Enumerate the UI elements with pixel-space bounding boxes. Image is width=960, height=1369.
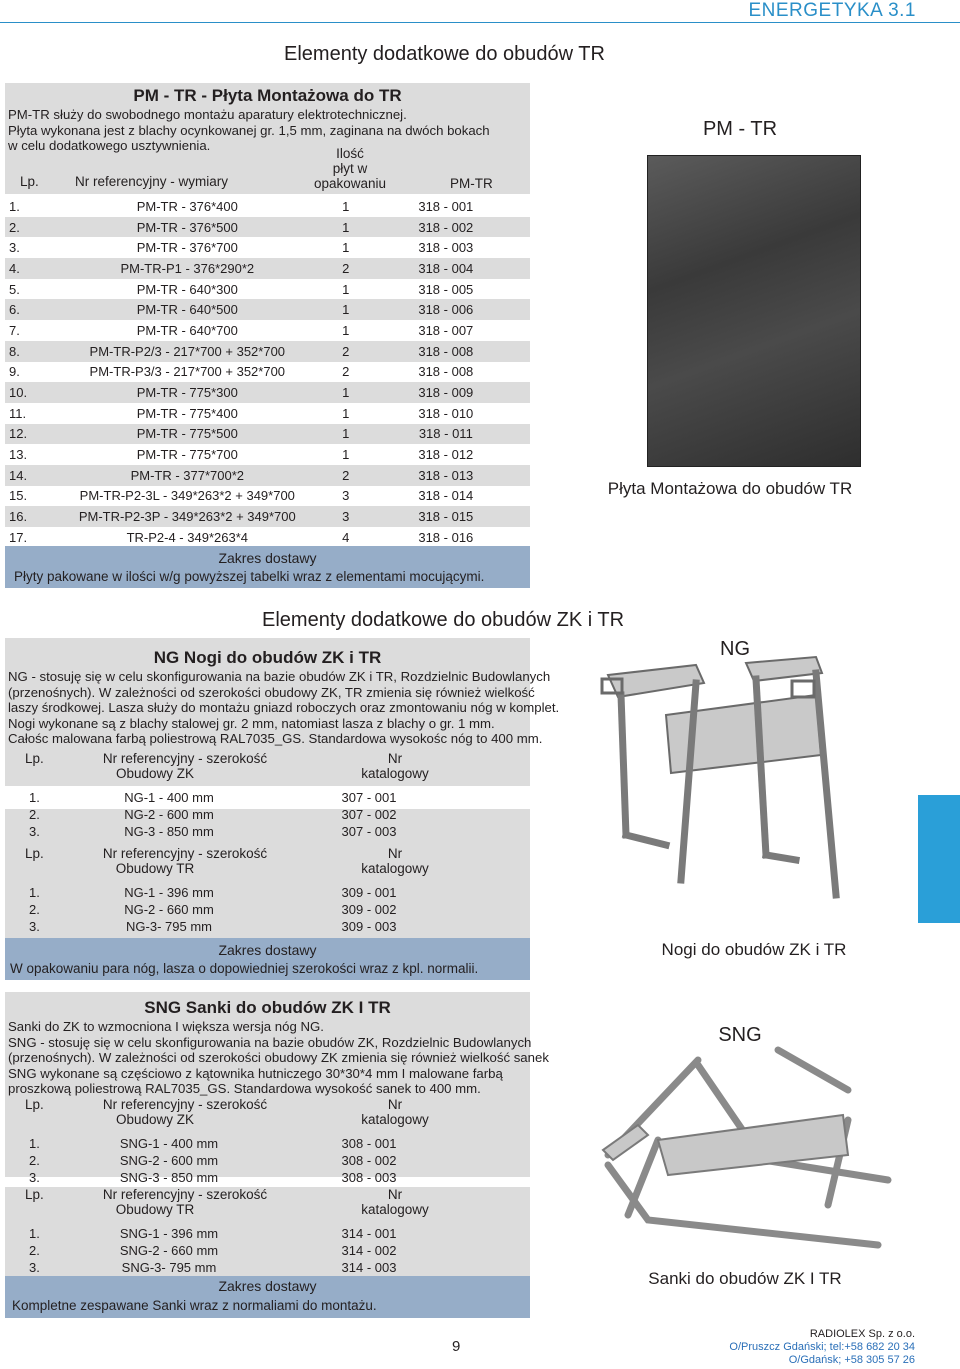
row-code: 314 - 001 — [341, 1226, 397, 1241]
row-qty: 1 — [342, 240, 350, 256]
row-qty: 1 — [342, 447, 350, 463]
table-row — [5, 465, 530, 486]
row-code: 318 - 002 — [418, 219, 474, 235]
table-header — [5, 846, 530, 884]
row-ref: SNG-3- 795 mm — [121, 1260, 217, 1275]
th-ref-line: Obudowy TR — [115, 861, 195, 876]
table-row — [5, 1259, 530, 1276]
row-qty: 1 — [342, 198, 350, 214]
th-ref — [45, 1097, 325, 1135]
sng-delivery-text: Kompletne zespawane Sanki wraz z normaliami do montażu. — [12, 1298, 377, 1313]
sng-table-tr — [5, 1187, 530, 1276]
desc-line: proszkową poliestrową RAL7035_GS. Standardowa wysokość sanek to 400 mm. — [8, 1081, 481, 1097]
row-lp: 2. — [29, 902, 40, 917]
side-tab — [918, 795, 960, 923]
ng-table-zk — [5, 751, 530, 840]
row-lp: 9. — [9, 364, 20, 380]
row-lp: 2. — [29, 807, 40, 822]
section1-title: Elementy dodatkowe do obudów TR — [284, 43, 605, 65]
th-code-line: katalogowy — [361, 1112, 429, 1127]
pmtr-image-caption: Płyta Montażowa do obudów TR — [607, 479, 853, 498]
ng-description — [8, 669, 559, 747]
table-row — [5, 1242, 530, 1259]
row-lp: 1. — [29, 885, 40, 900]
table-row — [5, 527, 530, 548]
row-ref: NG-2 - 660 mm — [124, 902, 214, 917]
desc-line: SNG - stosuję się w celu skonfigurowania na bazie obudów ZK, Rozdzielnic Budowlanych — [8, 1034, 532, 1050]
th-code-line: Nr — [387, 1187, 403, 1202]
row-qty: 2 — [342, 364, 350, 380]
row-lp: 1. — [29, 1136, 40, 1151]
table-row — [5, 237, 530, 258]
th-code-line: Nr — [387, 846, 403, 861]
row-ref: SNG-1 - 400 mm — [119, 1136, 219, 1151]
row-lp: 3. — [29, 1260, 40, 1275]
company-address: O/Gdańsk; +58 305 57 26 — [788, 1354, 915, 1366]
th-ref-line: Obudowy ZK — [115, 1112, 195, 1127]
th-lp: Lp. — [25, 1187, 44, 1202]
pmtr-delivery-text: Płyty pakowane w ilości w/g powyższej tabelki wraz z elementami mocującymi. — [14, 569, 485, 584]
row-code: 318 - 008 — [418, 364, 474, 380]
row-code: 309 - 002 — [341, 902, 397, 917]
row-ref: PM-TR-P2/3 - 217*700 + 352*700 — [89, 343, 286, 359]
row-lp: 4. — [9, 260, 20, 276]
row-code: 318 - 009 — [418, 385, 474, 401]
sng-table-zk — [5, 1097, 530, 1186]
th-ref-line: Nr referencyjny - szerokość — [102, 846, 268, 861]
row-ref: PM-TR - 640*700 — [136, 322, 238, 338]
row-ref: SNG-2 - 660 mm — [119, 1243, 219, 1258]
row-lp: 1. — [29, 1226, 40, 1241]
th-lp: Lp. — [25, 751, 44, 766]
row-lp: 2. — [29, 1243, 40, 1258]
desc-line: (przenośnych). W zależności od szerokości obudowy ZK, TR zmienia się również wielkość — [8, 684, 535, 700]
row-code: 314 - 002 — [341, 1243, 397, 1258]
sng-image-caption: Sanki do obudów ZK I TR — [648, 1269, 842, 1288]
desc-line: Płyta wykonana jest z blachy ocynkowanej gr. 1,5 mm, zaginana na dwóch bokach — [8, 122, 490, 138]
th-qty-line: opakowaniu — [313, 176, 387, 191]
header-rule — [0, 22, 960, 23]
desc-line: PM-TR służy do swobodnego montażu aparatury elektrotechnicznej. — [8, 107, 407, 122]
th-qty — [300, 146, 400, 191]
brand-header: ENERGETYKA 3.1 — [748, 0, 916, 21]
row-ref: PM-TR-P3/3 - 217*700 + 352*700 — [89, 364, 286, 380]
sng-description — [8, 1019, 549, 1097]
row-qty: 2 — [342, 343, 350, 359]
row-code: 309 - 003 — [341, 919, 397, 934]
row-lp: 12. — [9, 426, 28, 442]
row-ref: PM-TR - 775*300 — [136, 385, 238, 401]
ng-delivery-title: Zakres dostawy — [218, 942, 317, 958]
th-ref: Nr referencyjny - wymiary — [75, 174, 229, 189]
row-code: 318 - 004 — [418, 260, 474, 276]
row-lp: 3. — [29, 824, 40, 839]
desc-line: NG - stosuję się w celu skonfigurowania na bazie obudów ZK i TR, Rozdzielnic Budowlanych — [8, 669, 551, 684]
row-ref: SNG-2 - 600 mm — [119, 1153, 219, 1168]
th-ref — [45, 751, 325, 789]
row-lp: 3. — [29, 919, 40, 934]
row-ref: NG-3 - 850 mm — [124, 824, 214, 839]
table-row — [5, 1169, 530, 1186]
row-code: 318 - 015 — [418, 509, 474, 525]
company-name: RADIOLEX Sp. z o.o. — [809, 1328, 915, 1340]
th-code-line: katalogowy — [361, 861, 429, 876]
pmtr-image-label: PM - TR — [702, 118, 778, 140]
row-ref: NG-3- 795 mm — [126, 919, 212, 934]
row-qty: 1 — [342, 426, 350, 442]
th-ref — [45, 1187, 325, 1225]
th-code-line: katalogowy — [361, 766, 429, 781]
mounting-plate-photo — [647, 155, 861, 467]
th-lp: Lp. — [25, 846, 44, 861]
ng-box-title: NG Nogi do obudów ZK i TR — [153, 648, 382, 667]
table-header — [5, 1187, 530, 1225]
row-lp: 8. — [9, 343, 20, 359]
row-ref: NG-1 - 396 mm — [124, 885, 214, 900]
table-row — [5, 806, 530, 823]
th-ref-line: Obudowy TR — [115, 1202, 195, 1217]
th-ref-line: Nr referencyjny - szerokość — [102, 751, 268, 766]
row-qty: 1 — [342, 219, 350, 235]
desc-line: Sanki do ZK to wzmocniona I większa wersja nóg NG. — [8, 1019, 324, 1034]
desc-line: w celu dodatkowego usztywnienia. — [8, 138, 211, 154]
table-header — [5, 751, 530, 789]
th-code — [325, 1187, 465, 1225]
th-code — [325, 751, 465, 789]
row-lp: 6. — [9, 302, 20, 318]
table-row — [5, 279, 530, 300]
row-code: 308 - 001 — [341, 1136, 397, 1151]
table-row — [5, 382, 530, 403]
th-code — [325, 846, 465, 884]
desc-line: Całośc malowana farbą poliestrową RAL7035_GS. Standardowa wysokośc nóg to 400 mm. — [8, 731, 543, 747]
row-qty: 3 — [342, 488, 350, 504]
row-ref: PM-TR - 775*500 — [136, 426, 238, 442]
table-row — [5, 403, 530, 424]
row-ref: PM-TR-P2-3P - 349*263*2 + 349*700 — [78, 509, 296, 525]
row-ref: PM-TR - 377*700*2 — [130, 467, 245, 483]
ng-image-caption: Nogi do obudów ZK i TR — [661, 940, 847, 959]
table-row — [5, 341, 530, 362]
row-lp: 3. — [9, 240, 20, 256]
row-code: 318 - 001 — [418, 198, 474, 214]
row-lp: 2. — [29, 1153, 40, 1168]
row-code: 309 - 001 — [341, 885, 397, 900]
desc-line: Nogi wykonane są z blachy stalowej gr. 2 mm, natomiast lasza z blachy o gr. 1 mm. — [8, 715, 495, 731]
row-code: 318 - 016 — [418, 529, 474, 545]
row-ref: PM-TR-P2-3L - 349*263*2 + 349*700 — [79, 488, 295, 504]
row-code: 307 - 001 — [341, 790, 397, 805]
th-code-line: katalogowy — [361, 1202, 429, 1217]
desc-line: laszy środkowej. Lasza służy do montażu gniazd roboczych oraz zmontowaniu nóg w komplet. — [8, 700, 560, 716]
desc-line: SNG wykonane są częściowo z kątownika hutniczego 30*30*4 mm I malowane farbą — [8, 1065, 503, 1081]
row-code: 318 - 013 — [418, 467, 474, 483]
row-ref: PM-TR - 640*500 — [136, 302, 238, 318]
row-code: 307 - 002 — [341, 807, 397, 822]
sng-image-label: SNG — [718, 1024, 762, 1046]
th-code-line: Nr — [387, 1097, 403, 1112]
page-number: 9 — [452, 1338, 461, 1355]
row-qty: 2 — [342, 260, 350, 276]
pmtr-table — [5, 196, 530, 548]
row-lp: 10. — [9, 385, 28, 401]
th-ref — [45, 846, 325, 884]
row-qty: 2 — [342, 467, 350, 483]
table-row — [5, 901, 530, 918]
table-row — [5, 444, 530, 465]
row-lp: 5. — [9, 281, 20, 297]
pmtr-description — [8, 107, 490, 154]
table-row — [5, 789, 530, 806]
row-lp: 13. — [9, 447, 28, 463]
th-code: PM-TR — [450, 176, 493, 191]
row-lp: 11. — [9, 405, 27, 421]
row-code: 308 - 002 — [341, 1153, 397, 1168]
company-address: O/Pruszcz Gdański; tel:+58 682 20 34 — [729, 1341, 915, 1353]
row-lp: 17. — [9, 529, 28, 545]
row-code: 318 - 005 — [418, 281, 474, 297]
section2-title: Elementy dodatkowe do obudów ZK i TR — [262, 609, 625, 631]
sleds-photo — [588, 1045, 918, 1260]
row-lp: 16. — [9, 509, 28, 525]
row-ref: PM-TR - 376*700 — [136, 240, 238, 256]
table-row — [5, 1152, 530, 1169]
ng-table-tr — [5, 846, 530, 935]
row-lp: 1. — [29, 790, 40, 805]
row-ref: PM-TR - 640*300 — [136, 281, 238, 297]
sng-box-title: SNG Sanki do obudów ZK I TR — [144, 998, 391, 1017]
row-qty: 1 — [342, 281, 350, 297]
table-header — [5, 1097, 530, 1135]
row-ref: PM-TR - 376*400 — [136, 198, 238, 214]
row-qty: 3 — [342, 509, 350, 525]
row-code: 307 - 003 — [341, 824, 397, 839]
row-ref: TR-P2-4 - 349*263*4 — [126, 529, 248, 545]
pmtr-delivery-title: Zakres dostawy — [218, 550, 317, 566]
row-ref: SNG-1 - 396 mm — [119, 1226, 219, 1241]
row-lp: 15. — [9, 488, 28, 504]
legs-photo — [596, 655, 906, 930]
table-row — [5, 217, 530, 238]
row-code: 308 - 003 — [341, 1170, 397, 1185]
table-row — [5, 918, 530, 935]
row-code: 318 - 008 — [418, 343, 474, 359]
row-qty: 4 — [342, 529, 350, 545]
row-lp: 3. — [29, 1170, 40, 1185]
row-ref: PM-TR - 775*400 — [136, 405, 238, 421]
row-ref: PM-TR - 376*500 — [136, 219, 238, 235]
row-ref: SNG-3 - 850 mm — [119, 1170, 219, 1185]
footer-company — [640, 1328, 915, 1367]
table-row — [5, 884, 530, 901]
row-lp: 7. — [9, 322, 20, 338]
table-row — [5, 196, 530, 217]
row-ref: PM-TR-P1 - 376*290*2 — [120, 260, 255, 276]
desc-line: (przenośnych). W zależności od szerokości obudowy ZK zmienia się również wielkość sanek — [8, 1050, 549, 1066]
row-lp: 2. — [9, 219, 20, 235]
th-code — [325, 1097, 465, 1135]
pmtr-box-title: PM - TR - Płyta Montażowa do TR — [133, 86, 402, 105]
table-row — [5, 486, 530, 507]
row-qty: 1 — [342, 405, 350, 421]
row-lp: 1. — [9, 198, 20, 214]
table-row — [5, 320, 530, 341]
row-qty: 1 — [342, 385, 350, 401]
row-ref: PM-TR - 775*700 — [136, 447, 238, 463]
th-ref-line: Nr referencyjny - szerokość — [102, 1097, 268, 1112]
table-row — [5, 424, 530, 445]
table-row — [5, 299, 530, 320]
ng-delivery-text: W opakowaniu para nóg, lasza o dopowiedniej szerokości wraz z kpl. normalii. — [10, 961, 479, 976]
row-code: 318 - 006 — [418, 302, 474, 318]
table-row — [5, 258, 530, 279]
row-code: 318 - 003 — [418, 240, 474, 256]
table-row — [5, 506, 530, 527]
row-qty: 1 — [342, 322, 350, 338]
row-qty: 1 — [342, 302, 350, 318]
table-row — [5, 1135, 530, 1152]
row-code: 318 - 014 — [418, 488, 474, 504]
row-ref: NG-1 - 400 mm — [124, 790, 214, 805]
table-row — [5, 1225, 530, 1242]
table-row — [5, 362, 530, 383]
row-ref: NG-2 - 600 mm — [124, 807, 214, 822]
row-code: 314 - 003 — [341, 1260, 397, 1275]
row-code: 318 - 012 — [418, 447, 474, 463]
th-qty-line: Ilość — [336, 146, 364, 161]
th-lp: Lp. — [20, 174, 39, 189]
th-lp: Lp. — [25, 1097, 44, 1112]
row-code: 318 - 010 — [418, 405, 474, 421]
row-code: 318 - 011 — [418, 426, 473, 442]
row-code: 318 - 007 — [418, 322, 474, 338]
th-ref-line: Nr referencyjny - szerokość — [102, 1187, 268, 1202]
table-row — [5, 823, 530, 840]
th-qty-line: płyt w — [332, 161, 368, 176]
sng-delivery-title: Zakres dostawy — [218, 1278, 317, 1294]
row-lp: 14. — [9, 467, 28, 483]
th-code-line: Nr — [387, 751, 403, 766]
ng-image-label: NG — [720, 638, 750, 660]
th-ref-line: Obudowy ZK — [115, 766, 195, 781]
